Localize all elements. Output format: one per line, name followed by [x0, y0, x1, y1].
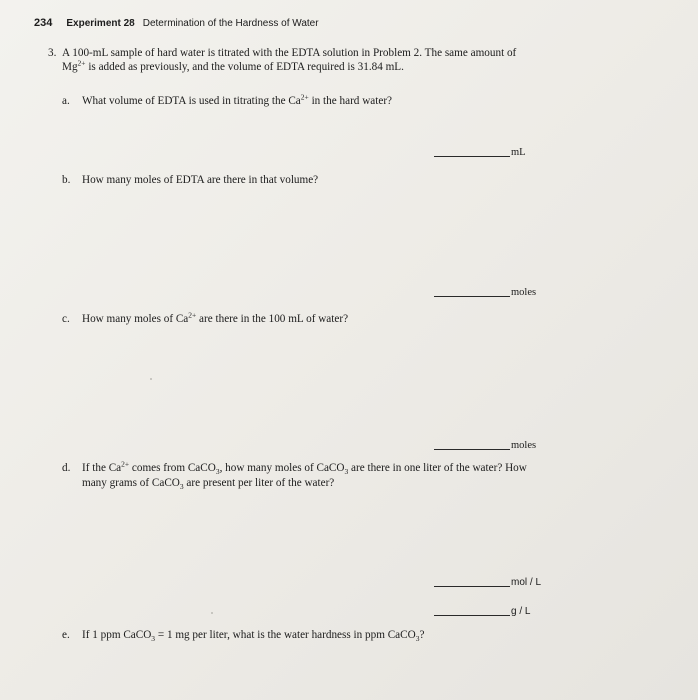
part-a-question: What volume of EDTA is used in titrating the $Ca^{2+}$ in the hard water?	[82, 92, 393, 107]
part-e-question: If 1 ppm CaCO$_3$ = 1 mg per liter, what is the water hardness in ppm CaCO$_3$?	[82, 629, 425, 644]
problem-line-2: $Mg^{2+}$ is added as previously, and the volume of EDTA required is 31.84 mL.	[62, 58, 404, 73]
part-a-unit: mL	[511, 147, 526, 158]
part-d-question-line-1: If the $Ca^{2+}$ comes from CaCO$_3$, how many moles of CaCO$_3$ are there in one liter of the water? How	[82, 459, 527, 477]
part-d-unit-2: g / L	[511, 606, 531, 617]
answer-blank[interactable]	[434, 449, 510, 450]
part-b-unit: moles	[511, 287, 537, 298]
answer-blank[interactable]	[434, 156, 510, 157]
part-b-label: b.	[62, 174, 71, 186]
answer-blank[interactable]	[434, 296, 510, 297]
page-number: 234	[34, 17, 53, 29]
part-d-question-line-2: many grams of CaCO$_3$ are present per liter of the water?	[82, 477, 335, 492]
part-c-unit: moles	[511, 440, 537, 451]
paper-speck	[150, 378, 152, 380]
answer-blank[interactable]	[434, 586, 510, 587]
paper-speck	[211, 612, 213, 614]
part-d-label: d.	[62, 462, 71, 474]
part-d-unit-1: mol / L	[511, 577, 542, 588]
problem-line-1: A 100-mL sample of hard water is titrated with the EDTA solution in Problem 2. The same amount of	[62, 47, 517, 59]
experiment-title: Determination of the Hardness of Water	[142, 18, 319, 29]
part-c-question: How many moles of $Ca^{2+}$ are there in the 100 mL of water?	[82, 310, 349, 325]
part-a-label: a.	[62, 95, 70, 107]
part-c-label: c.	[62, 313, 70, 325]
part-e-label: e.	[62, 629, 70, 641]
problem-number: 3.	[48, 47, 57, 59]
page-header	[34, 17, 319, 29]
part-b-question: How many moles of EDTA are there in that volume?	[82, 174, 319, 186]
experiment-label: Experiment 28	[66, 18, 135, 29]
answer-blank[interactable]	[434, 615, 510, 616]
